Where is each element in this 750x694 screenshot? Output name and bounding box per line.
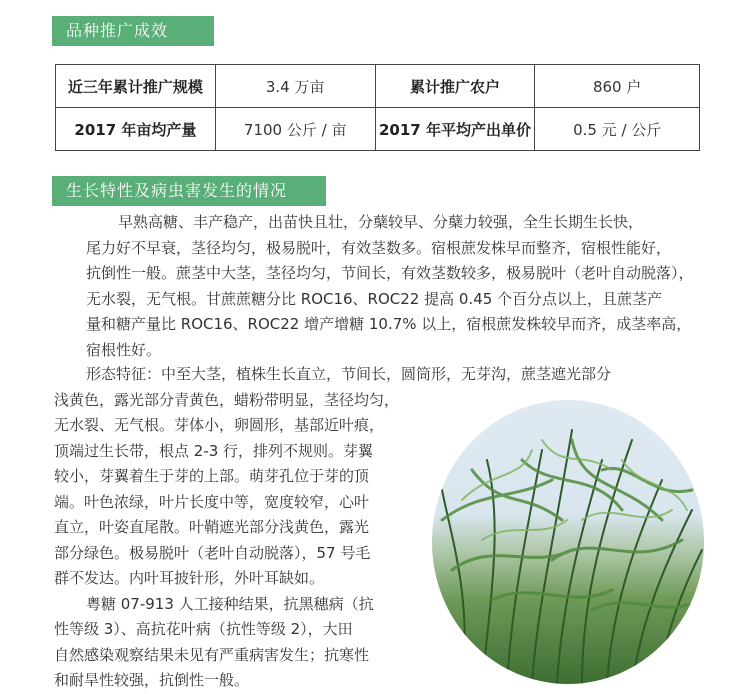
table-cell-value: 860 户 bbox=[535, 65, 700, 108]
text-line: 形态特征：中至大茎，植株生长直立，节间长，圆筒形，无芽沟，蔗茎遮光部分 bbox=[86, 365, 612, 383]
text-line: 部分绿色。极易脱叶（老叶自动脱落），57 号毛 bbox=[54, 543, 371, 562]
text-line: 较小，芽翼着生于芽的上部。萌芽孔位于芽的顶 bbox=[54, 467, 370, 485]
table-cell-label: 累计推广农户 bbox=[375, 65, 535, 108]
text-line: 浅黄色，露光部分青黄色，蜡粉带明显，茎径均匀， bbox=[54, 390, 400, 409]
text-line: 直立，叶姿直尾散。叶鞘遮光部分浅黄色，露光 bbox=[54, 518, 370, 536]
promotion-stats-table bbox=[55, 64, 700, 151]
text-line: 无水裂，无气根。甘蔗蔗糖分比 ROC16、ROC22 提高 0.45 个百分点以上，且蔗茎产 bbox=[86, 289, 663, 308]
table-cell-label: 2017 年亩均产量 bbox=[56, 108, 216, 151]
table-row bbox=[56, 108, 700, 151]
table-cell-value: 3.4 万亩 bbox=[215, 65, 375, 108]
table-cell-value: 7100 公斤 / 亩 bbox=[215, 108, 375, 151]
text-line: 和耐旱性较强，抗倒性一般。 bbox=[54, 671, 250, 689]
text-line: 端。叶色浓绿，叶片长度中等，宽度较窄，心叶 bbox=[54, 492, 370, 511]
growth-characteristics-paragraph bbox=[54, 210, 702, 363]
section-title-promotion: 品种推广成效 bbox=[52, 16, 214, 46]
table-cell-value: 0.5 元 / 公斤 bbox=[535, 108, 700, 151]
sugarcane-field-photo bbox=[432, 400, 704, 684]
text-line: 顶端过生长带，根点 2-3 行，排列不规则。芽翼 bbox=[54, 441, 374, 460]
text-line: 量和糖产量比 ROC16、ROC22 增产增糖 10.7% 以上，宿根蔗发株较早而齐，成茎率高， bbox=[86, 315, 692, 333]
text-line: 无水裂、无气根。芽体小，卵圆形，基部近叶痕， bbox=[54, 416, 385, 434]
text-line: 早熟高糖、丰产稳产，出苗快且壮，分蘖较早、分蘖力较强，全生长期生长快， bbox=[118, 213, 644, 231]
section-title-growth: 生长特性及病虫害发生的情况 bbox=[52, 176, 326, 206]
sugarcane-illustration bbox=[432, 400, 704, 684]
text-line: 群不发达。内叶耳披针形，外叶耳缺如。 bbox=[54, 569, 325, 587]
table-row bbox=[56, 65, 700, 108]
table-cell-label: 2017 年平均产出单价 bbox=[375, 108, 535, 151]
text-line: 抗倒性一般。蔗茎中大茎，茎径均匀，节间长，有效茎数较多，极易脱叶（老叶自动脱落）， bbox=[86, 264, 694, 282]
text-line: 宿根性好。 bbox=[86, 340, 162, 359]
text-line: 性等级 3）、高抗花叶病（抗性等级 2），大田 bbox=[54, 620, 353, 638]
text-line: 自然感染观察结果未见有严重病害发生；抗寒性 bbox=[54, 645, 370, 664]
table-cell-label: 近三年累计推广规模 bbox=[56, 65, 216, 108]
text-line: 尾力好不早衰，茎径均匀，极易脱叶，有效茎数多。宿根蔗发株早而整齐，宿根性能好， bbox=[86, 238, 672, 257]
text-line: 粤糖 07-913 人工接种结果，抗黑穗病（抗 bbox=[86, 594, 374, 613]
